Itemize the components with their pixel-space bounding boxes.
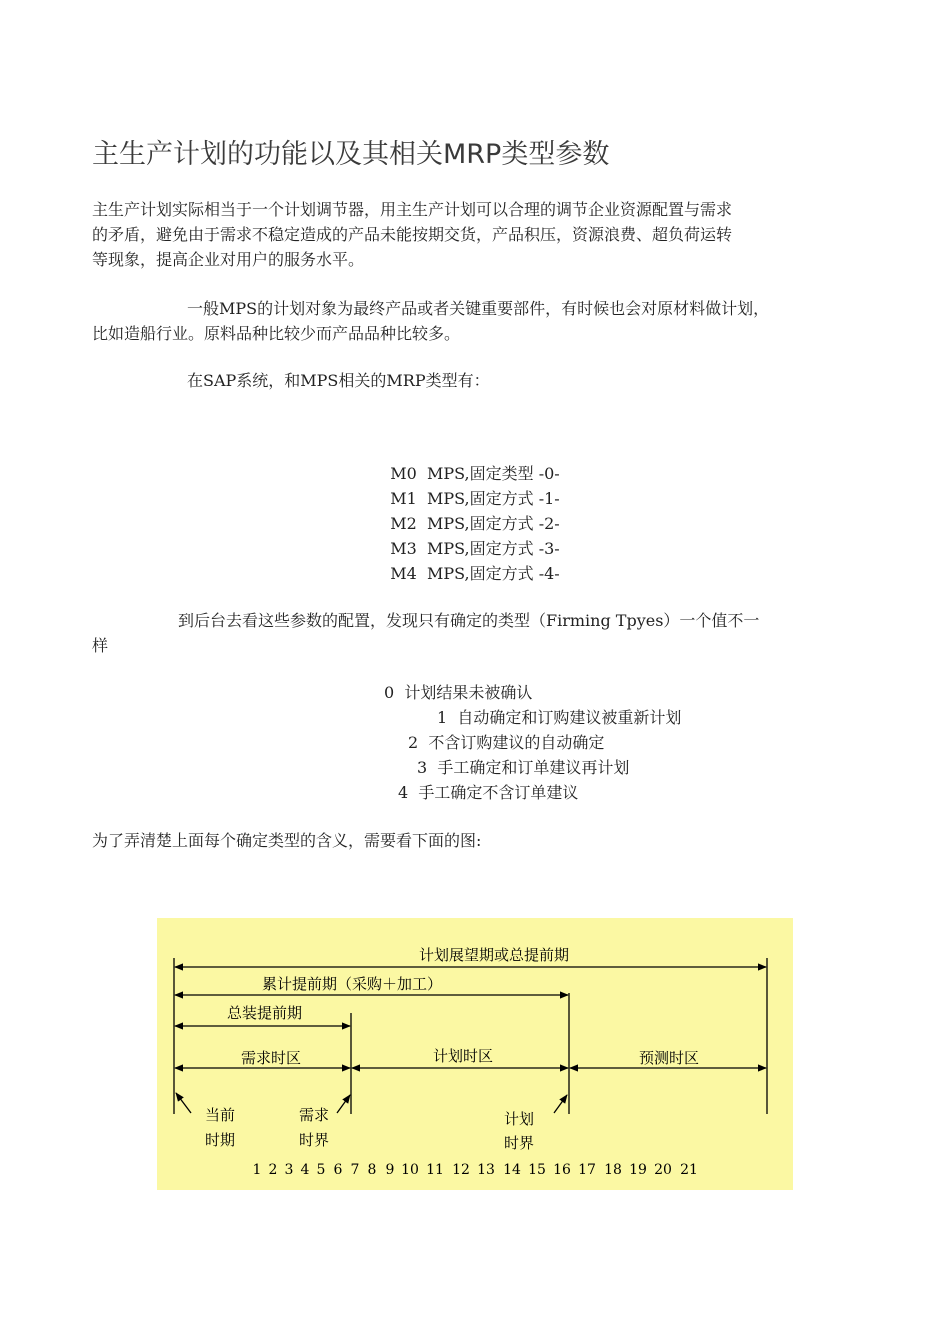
- firming-paragraph: [92, 608, 862, 658]
- period-label: 11: [426, 1162, 444, 1178]
- period-label: 4: [300, 1162, 310, 1178]
- period-label: 1: [252, 1162, 262, 1178]
- period-label: 21: [680, 1162, 698, 1178]
- period-label: 6: [333, 1162, 343, 1178]
- mrp-type-item: M2 MPS,固定方式 -2-: [390, 514, 560, 533]
- period-label: 2: [268, 1162, 278, 1178]
- firming-type-item: 0 计划结果未被确认: [384, 683, 533, 702]
- mps-object-paragraph: [92, 296, 862, 346]
- firming-type-item: 1 自动确定和订购建议被重新计划: [437, 708, 682, 727]
- demand-zone-label: 需求时区: [241, 1049, 302, 1067]
- current-pointer: [176, 1093, 191, 1113]
- plan-fence-pointer: [554, 1095, 567, 1113]
- period-label: 13: [477, 1162, 495, 1178]
- period-label: 17: [578, 1162, 596, 1178]
- period-label: 14: [503, 1162, 521, 1178]
- period-label: 12: [452, 1162, 470, 1178]
- intro-line-2: 的矛盾，避免由于需求不稳定造成的产品未能按期交货，产品积压，资源浪费、超负荷运转: [92, 225, 733, 244]
- current-label-2: 时期: [205, 1131, 236, 1149]
- assembly-label: 总装提前期: [227, 1004, 303, 1022]
- sap-mrp-intro: 在SAP系统，和MPS相关的MRP类型有：: [187, 371, 490, 390]
- period-label: 19: [629, 1162, 647, 1178]
- demand-fence-pointer: [337, 1095, 350, 1113]
- forecast-zone-label: 预测时区: [639, 1049, 700, 1067]
- period-axis: [253, 1162, 698, 1178]
- mrp-type-item: M3 MPS,固定方式 -3-: [390, 539, 560, 558]
- period-label: 8: [367, 1162, 377, 1178]
- demand-fence-label-1: 需求: [299, 1106, 330, 1124]
- mrp-type-item: M0 MPS,固定类型 -0-: [390, 464, 560, 483]
- page-title: 主生产计划的功能以及其相关MRP类型参数: [92, 139, 610, 170]
- period-label: 7: [350, 1162, 360, 1178]
- cumulative-label: 累计提前期（采购＋加工）: [262, 975, 443, 993]
- mrp-type-item: M1 MPS,固定方式 -1-: [390, 489, 560, 508]
- plan-zone-label: 计划时区: [433, 1047, 494, 1065]
- horizon-label: 计划展望期或总提前期: [419, 946, 570, 964]
- time-fence-svg: [157, 918, 793, 1190]
- period-label: 15: [528, 1162, 546, 1178]
- period-label: 9: [385, 1162, 395, 1178]
- intro-paragraph: [92, 197, 862, 272]
- time-fence-diagram: [157, 918, 793, 1190]
- mps-object-line-2: 比如造船行业。原料品种比较少而产品品种比较多。: [92, 324, 461, 343]
- intro-line-3: 等现象，提高企业对用户的服务水平。: [92, 250, 365, 269]
- plan-fence-label-1: 计划: [504, 1110, 535, 1128]
- firming-type-item: 3 手工确定和订单建议再计划: [417, 758, 630, 777]
- mrp-type-item: M4 MPS,固定方式 -4-: [390, 564, 560, 583]
- firming-line-1: 到后台去看这些参数的配置，发现只有确定的类型（Firming Tpyes）一个值不一: [178, 611, 760, 630]
- demand-fence-label-2: 时界: [299, 1131, 330, 1149]
- firming-type-item: 2 不含订购建议的自动确定: [408, 733, 605, 752]
- diagram-intro: 为了弄清楚上面每个确定类型的含义，需要看下面的图:: [92, 831, 482, 850]
- period-label: 10: [401, 1162, 419, 1178]
- period-label: 20: [654, 1162, 672, 1178]
- period-label: 18: [604, 1162, 622, 1178]
- period-label: 5: [316, 1162, 326, 1178]
- mps-object-line-1: 一般MPS的计划对象为最终产品或者关键重要部件，有时候也会对原材料做计划，: [187, 299, 770, 318]
- firming-line-2: 样: [92, 636, 109, 655]
- plan-fence-label-2: 时界: [504, 1134, 535, 1152]
- intro-line-1: 主生产计划实际相当于一个计划调节器，用主生产计划可以合理的调节企业资源配置与需求: [92, 200, 733, 219]
- firming-type-item: 4 手工确定不含订单建议: [398, 783, 579, 802]
- period-label: 3: [284, 1162, 294, 1178]
- current-label-1: 当前: [205, 1106, 236, 1124]
- period-label: 16: [553, 1162, 571, 1178]
